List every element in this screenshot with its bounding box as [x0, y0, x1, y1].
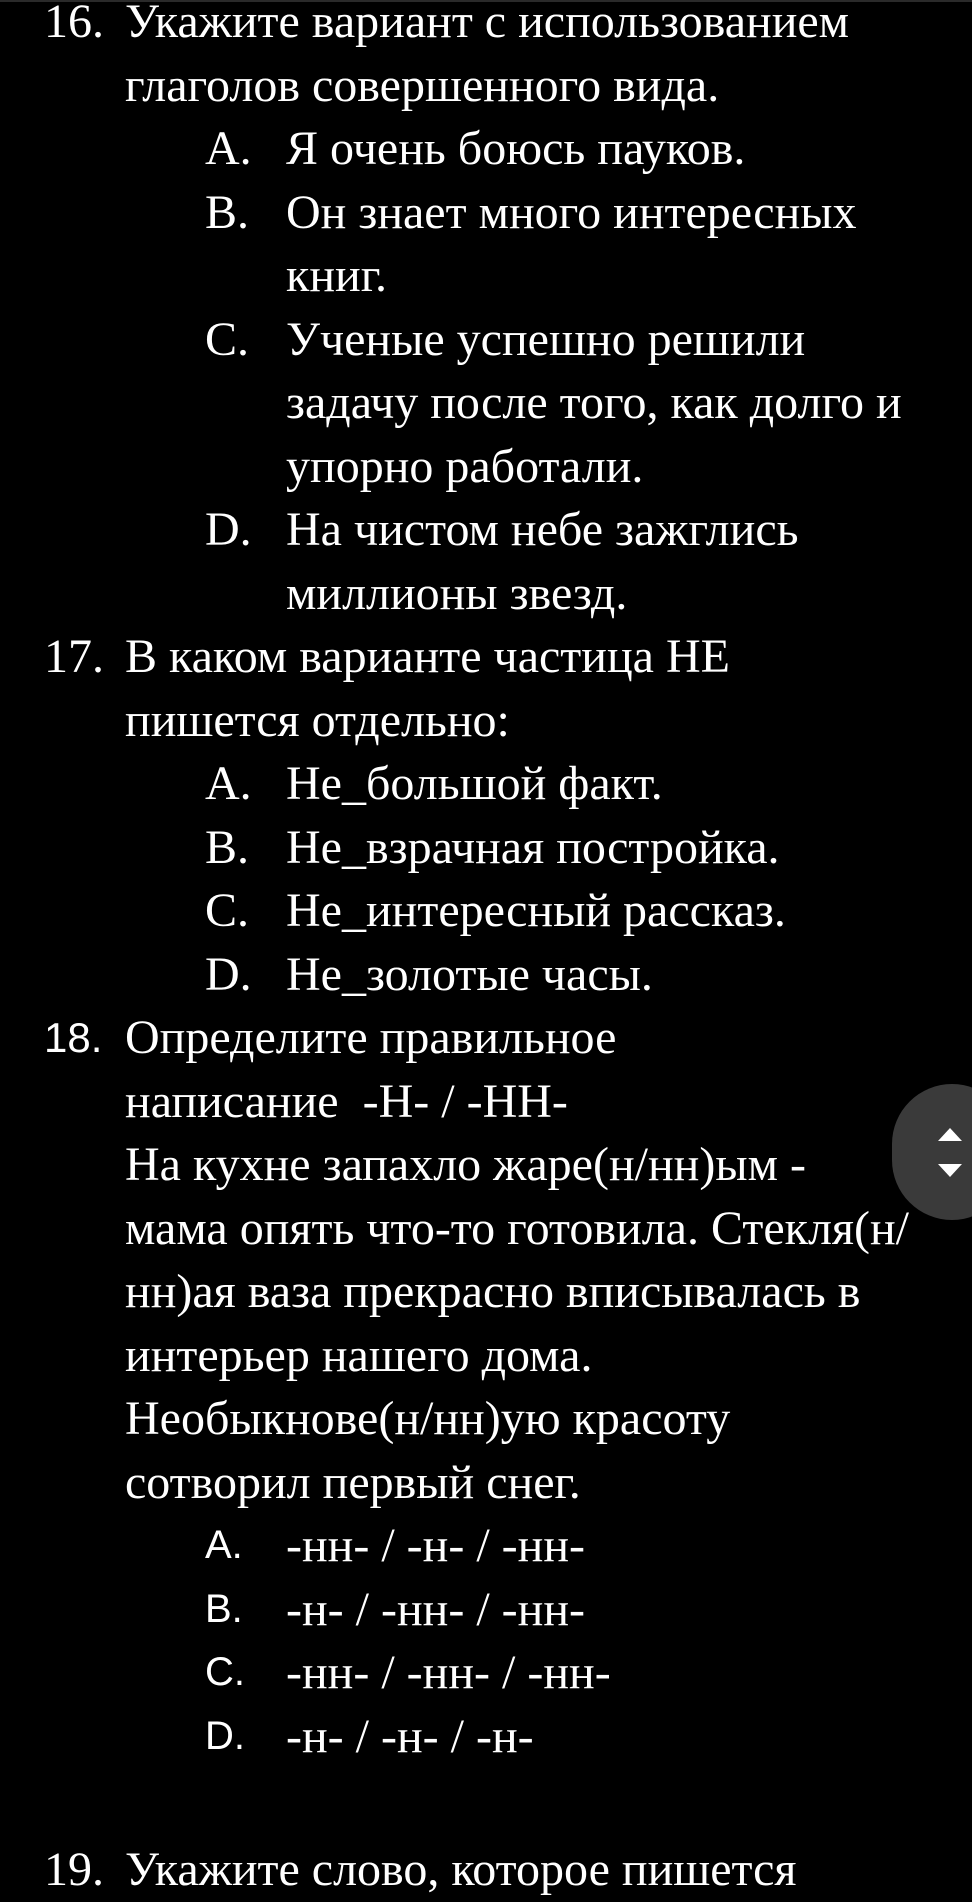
question-18-options: [0, 1514, 972, 1768]
option-c: [0, 1641, 972, 1705]
option-b: [0, 816, 972, 880]
option-letter: B.: [205, 820, 250, 874]
option-text: Не_интересный рассказ.: [286, 884, 786, 937]
option-c: [0, 308, 972, 499]
question-body: На кухне запахло жаре(н/нн)ым - мама опять что-то готовила. Стекля(н/нн)ая ваза прекрасно вписывалась в интерьер нашего дома. Необыкнове(н/нн)ую красоту сотворил первый снег.: [125, 1138, 909, 1509]
chevron-down-icon[interactable]: [938, 1164, 962, 1177]
question-number: 16.: [44, 0, 104, 48]
option-letter: A.: [205, 757, 252, 810]
question-text: Укажите вариант с использованием глаголов совершенного вида.: [125, 0, 850, 112]
option-letter: C.: [205, 312, 250, 366]
option-text: -нн- / -н- / -нн-: [286, 1519, 586, 1572]
option-letter: A.: [205, 122, 252, 175]
question-text: В каком варианте частица НЕ пишется отдельно:: [125, 630, 730, 747]
option-text: Ученые успешно решили задачу после того, как долго и упорно работали.: [286, 312, 902, 493]
option-d: [0, 498, 972, 625]
question-number: 19.: [44, 1843, 104, 1896]
option-letter: C.: [205, 1650, 245, 1694]
option-text: -н- / -н- / -н-: [286, 1709, 534, 1763]
question-17: [0, 625, 972, 752]
option-letter: D.: [205, 947, 252, 1001]
question-17-options: [0, 752, 972, 1006]
option-text: Я очень боюсь пауков.: [286, 122, 746, 175]
option-b: [0, 1578, 972, 1642]
option-letter: B.: [205, 185, 250, 239]
option-text: -нн- / -нн- / -нн-: [286, 1646, 611, 1699]
option-text: Не_взрачная постройка.: [286, 820, 780, 874]
question-text: Укажите слово, которое пишется: [125, 1843, 797, 1896]
option-text: Не_большой факт.: [286, 757, 663, 810]
option-letter: D.: [205, 1713, 245, 1758]
question-text-line2: написание -Н- / -НН-: [125, 1074, 568, 1128]
option-letter: B.: [205, 1586, 243, 1631]
option-letter: D.: [205, 503, 252, 556]
option-text: На чистом небе зажглись миллионы звезд.: [286, 503, 799, 620]
option-c: [0, 879, 972, 943]
question-number: 17.: [44, 630, 104, 683]
option-d: [0, 1705, 972, 1769]
option-letter: C.: [205, 884, 250, 937]
chevron-up-icon[interactable]: [938, 1128, 962, 1141]
option-text: Не_золотые часы.: [286, 947, 653, 1001]
question-text-line1: Определите правильное: [125, 1011, 617, 1064]
option-a: [0, 117, 972, 181]
option-text: Он знает много интересных книг.: [286, 185, 857, 302]
option-a: [0, 1514, 972, 1578]
question-18: [0, 1006, 972, 1514]
option-a: [0, 752, 972, 816]
question-16-options: [0, 117, 972, 625]
question-16: [0, 0, 972, 117]
option-text: -н- / -нн- / -нн-: [286, 1582, 586, 1636]
option-b: [0, 181, 972, 308]
option-d: [0, 943, 972, 1007]
option-letter: A.: [205, 1523, 243, 1567]
question-number: 18.: [44, 1014, 103, 1061]
